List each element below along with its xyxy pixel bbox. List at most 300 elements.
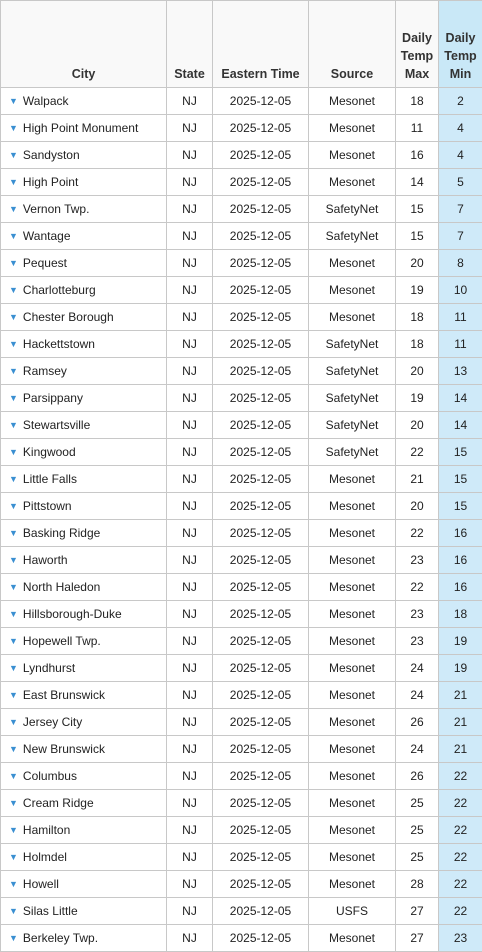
cell-source: Mesonet (309, 817, 396, 844)
cell-eastern-time: 2025-12-05 (213, 385, 309, 412)
city-name: Holmdel (23, 850, 67, 864)
cell-temp-min: 22 (439, 844, 482, 871)
cell-temp-max: 27 (396, 898, 439, 925)
cell-city[interactable] (1, 709, 167, 736)
cell-eastern-time: 2025-12-05 (213, 925, 309, 952)
cell-city[interactable] (1, 925, 167, 952)
expand-triangle-icon[interactable]: ▼ (9, 231, 18, 241)
city-name: East Brunswick (23, 688, 105, 702)
cell-temp-max: 18 (396, 304, 439, 331)
cell-eastern-time: 2025-12-05 (213, 250, 309, 277)
cell-temp-min: 4 (439, 115, 482, 142)
cell-state: NJ (167, 736, 213, 763)
table-row[interactable] (1, 871, 482, 898)
cell-city[interactable] (1, 655, 167, 682)
cell-eastern-time: 2025-12-05 (213, 520, 309, 547)
city-name: Silas Little (23, 904, 78, 918)
cell-temp-max: 26 (396, 709, 439, 736)
table-row[interactable] (1, 520, 482, 547)
cell-source: Mesonet (309, 250, 396, 277)
cell-state: NJ (167, 466, 213, 493)
cell-state: NJ (167, 682, 213, 709)
column-header-city[interactable]: City (1, 1, 167, 88)
cell-eastern-time: 2025-12-05 (213, 763, 309, 790)
city-name: Charlotteburg (23, 283, 96, 297)
cell-state: NJ (167, 493, 213, 520)
expand-triangle-icon[interactable]: ▼ (9, 744, 18, 754)
table-row[interactable] (1, 466, 482, 493)
table-row[interactable] (1, 817, 482, 844)
expand-triangle-icon[interactable]: ▼ (9, 717, 18, 727)
cell-temp-max: 19 (396, 277, 439, 304)
column-header-eastern-time[interactable]: Eastern Time (213, 1, 309, 88)
cell-temp-min: 21 (439, 682, 482, 709)
cell-temp-min: 11 (439, 331, 482, 358)
cell-city[interactable] (1, 574, 167, 601)
city-name: High Point (23, 175, 78, 189)
cell-eastern-time: 2025-12-05 (213, 736, 309, 763)
cell-source: Mesonet (309, 790, 396, 817)
cell-temp-max: 20 (396, 358, 439, 385)
cell-temp-max: 22 (396, 520, 439, 547)
cell-city[interactable] (1, 142, 167, 169)
cell-state: NJ (167, 223, 213, 250)
table-row[interactable] (1, 844, 482, 871)
cell-eastern-time: 2025-12-05 (213, 547, 309, 574)
cell-temp-max: 24 (396, 736, 439, 763)
cell-temp-max: 26 (396, 763, 439, 790)
cell-eastern-time: 2025-12-05 (213, 331, 309, 358)
city-name: Berkeley Twp. (23, 931, 98, 945)
cell-source: Mesonet (309, 601, 396, 628)
cell-eastern-time: 2025-12-05 (213, 169, 309, 196)
cell-source: Mesonet (309, 871, 396, 898)
cell-temp-min: 7 (439, 196, 482, 223)
cell-eastern-time: 2025-12-05 (213, 493, 309, 520)
cell-city[interactable] (1, 115, 167, 142)
expand-triangle-icon[interactable]: ▼ (9, 204, 18, 214)
cell-eastern-time: 2025-12-05 (213, 304, 309, 331)
cell-state: NJ (167, 385, 213, 412)
cell-eastern-time: 2025-12-05 (213, 628, 309, 655)
header-word: Min (450, 67, 472, 81)
cell-temp-min: 2 (439, 88, 482, 115)
header-word: Daily (446, 31, 476, 45)
expand-triangle-icon[interactable]: ▼ (9, 582, 18, 592)
table-row[interactable] (1, 709, 482, 736)
cell-state: NJ (167, 925, 213, 952)
city-name: Hopewell Twp. (23, 634, 101, 648)
cell-eastern-time: 2025-12-05 (213, 88, 309, 115)
cell-eastern-time: 2025-12-05 (213, 196, 309, 223)
city-name: Kingwood (23, 445, 76, 459)
expand-triangle-icon[interactable]: ▼ (9, 474, 18, 484)
header-word: Max (405, 67, 429, 81)
city-name: North Haledon (23, 580, 100, 594)
cell-eastern-time: 2025-12-05 (213, 574, 309, 601)
table-row[interactable] (1, 682, 482, 709)
header-word: Temp (401, 49, 433, 63)
cell-source: SafetyNet (309, 439, 396, 466)
cell-temp-max: 18 (396, 88, 439, 115)
table-header (1, 1, 482, 88)
cell-state: NJ (167, 844, 213, 871)
expand-triangle-icon[interactable]: ▼ (9, 150, 18, 160)
cell-temp-max: 19 (396, 385, 439, 412)
cell-temp-max: 24 (396, 655, 439, 682)
cell-temp-min: 11 (439, 304, 482, 331)
cell-source: SafetyNet (309, 358, 396, 385)
cell-eastern-time: 2025-12-05 (213, 790, 309, 817)
cell-state: NJ (167, 871, 213, 898)
cell-eastern-time: 2025-12-05 (213, 466, 309, 493)
table-row[interactable] (1, 925, 482, 952)
cell-source: SafetyNet (309, 412, 396, 439)
table-row[interactable] (1, 277, 482, 304)
cell-temp-max: 14 (396, 169, 439, 196)
table-row[interactable] (1, 898, 482, 925)
cell-eastern-time: 2025-12-05 (213, 655, 309, 682)
cell-temp-max: 25 (396, 844, 439, 871)
cell-temp-min: 21 (439, 709, 482, 736)
cell-eastern-time: 2025-12-05 (213, 277, 309, 304)
cell-temp-max: 16 (396, 142, 439, 169)
expand-triangle-icon[interactable]: ▼ (9, 798, 18, 808)
cell-source: Mesonet (309, 142, 396, 169)
city-name: Hackettstown (23, 337, 95, 351)
city-name: Basking Ridge (23, 526, 100, 540)
cell-temp-max: 23 (396, 547, 439, 574)
expand-triangle-icon[interactable]: ▼ (9, 285, 18, 295)
cell-eastern-time: 2025-12-05 (213, 358, 309, 385)
cell-city[interactable] (1, 682, 167, 709)
expand-triangle-icon[interactable]: ▼ (9, 501, 18, 511)
table-row[interactable] (1, 736, 482, 763)
cell-state: NJ (167, 574, 213, 601)
cell-temp-max: 11 (396, 115, 439, 142)
city-name: Pequest (23, 256, 67, 270)
cell-temp-max: 22 (396, 574, 439, 601)
table-row[interactable] (1, 439, 482, 466)
city-name: Hamilton (23, 823, 70, 837)
expand-triangle-icon[interactable]: ▼ (9, 636, 18, 646)
cell-source: Mesonet (309, 466, 396, 493)
table-row[interactable] (1, 115, 482, 142)
table-row[interactable] (1, 169, 482, 196)
cell-eastern-time: 2025-12-05 (213, 844, 309, 871)
cell-city[interactable] (1, 628, 167, 655)
cell-temp-min: 14 (439, 385, 482, 412)
cell-source: Mesonet (309, 547, 396, 574)
cell-state: NJ (167, 196, 213, 223)
cell-city[interactable] (1, 898, 167, 925)
cell-source: Mesonet (309, 682, 396, 709)
table-row[interactable] (1, 601, 482, 628)
cell-temp-min: 18 (439, 601, 482, 628)
cell-eastern-time: 2025-12-05 (213, 871, 309, 898)
cell-source: Mesonet (309, 763, 396, 790)
cell-city[interactable] (1, 844, 167, 871)
cell-source: Mesonet (309, 655, 396, 682)
column-header-state[interactable]: State (167, 1, 213, 88)
cell-temp-max: 23 (396, 601, 439, 628)
city-name: Pittstown (23, 499, 72, 513)
table-row[interactable] (1, 547, 482, 574)
cell-state: NJ (167, 817, 213, 844)
expand-triangle-icon[interactable]: ▼ (9, 420, 18, 430)
cell-eastern-time: 2025-12-05 (213, 817, 309, 844)
table-row[interactable] (1, 250, 482, 277)
cell-state: NJ (167, 88, 213, 115)
cell-eastern-time: 2025-12-05 (213, 601, 309, 628)
cell-source: USFS (309, 898, 396, 925)
cell-temp-max: 27 (396, 925, 439, 952)
table-body (1, 88, 482, 952)
expand-triangle-icon[interactable]: ▼ (9, 879, 18, 889)
expand-triangle-icon[interactable]: ▼ (9, 555, 18, 565)
cell-temp-min: 7 (439, 223, 482, 250)
cell-temp-max: 25 (396, 817, 439, 844)
expand-triangle-icon[interactable]: ▼ (9, 825, 18, 835)
expand-triangle-icon[interactable]: ▼ (9, 123, 18, 133)
cell-source: SafetyNet (309, 385, 396, 412)
expand-triangle-icon[interactable]: ▼ (9, 258, 18, 268)
expand-triangle-icon[interactable]: ▼ (9, 528, 18, 538)
table-row[interactable] (1, 574, 482, 601)
cell-temp-min: 22 (439, 871, 482, 898)
cell-temp-max: 21 (396, 466, 439, 493)
column-header-temp-max[interactable] (396, 1, 439, 88)
table-row[interactable] (1, 223, 482, 250)
cell-source: SafetyNet (309, 223, 396, 250)
cell-eastern-time: 2025-12-05 (213, 709, 309, 736)
table-row[interactable] (1, 412, 482, 439)
cell-state: NJ (167, 358, 213, 385)
cell-city[interactable] (1, 817, 167, 844)
cell-source: Mesonet (309, 844, 396, 871)
cell-temp-min: 10 (439, 277, 482, 304)
column-header-source[interactable]: Source (309, 1, 396, 88)
expand-triangle-icon[interactable]: ▼ (9, 447, 18, 457)
cell-temp-max: 15 (396, 196, 439, 223)
cell-temp-max: 15 (396, 223, 439, 250)
cell-city[interactable] (1, 358, 167, 385)
cell-source: SafetyNet (309, 196, 396, 223)
cell-state: NJ (167, 331, 213, 358)
cell-temp-min: 16 (439, 574, 482, 601)
cell-temp-min: 16 (439, 547, 482, 574)
cell-city[interactable] (1, 547, 167, 574)
expand-triangle-icon[interactable]: ▼ (9, 393, 18, 403)
cell-city[interactable] (1, 493, 167, 520)
cell-source: Mesonet (309, 115, 396, 142)
expand-triangle-icon[interactable]: ▼ (9, 906, 18, 916)
cell-state: NJ (167, 412, 213, 439)
table-row[interactable] (1, 385, 482, 412)
cell-city[interactable] (1, 88, 167, 115)
cell-temp-min: 21 (439, 736, 482, 763)
cell-state: NJ (167, 115, 213, 142)
table-row[interactable] (1, 358, 482, 385)
cell-state: NJ (167, 169, 213, 196)
expand-triangle-icon[interactable]: ▼ (9, 771, 18, 781)
city-name: Parsippany (23, 391, 83, 405)
cell-temp-min: 5 (439, 169, 482, 196)
city-name: Sandyston (23, 148, 80, 162)
cell-source: Mesonet (309, 520, 396, 547)
table-row[interactable] (1, 763, 482, 790)
cell-city[interactable] (1, 763, 167, 790)
header-word: Temp (444, 49, 476, 63)
cell-city[interactable] (1, 385, 167, 412)
cell-temp-max: 24 (396, 682, 439, 709)
cell-temp-min: 15 (439, 493, 482, 520)
city-name: Lyndhurst (23, 661, 75, 675)
cell-temp-min: 23 (439, 925, 482, 952)
table-row[interactable] (1, 331, 482, 358)
cell-temp-min: 15 (439, 466, 482, 493)
cell-eastern-time: 2025-12-05 (213, 439, 309, 466)
cell-temp-min: 22 (439, 898, 482, 925)
cell-city[interactable] (1, 412, 167, 439)
column-header-temp-min[interactable] (439, 1, 482, 88)
cell-source: Mesonet (309, 709, 396, 736)
cell-temp-max: 23 (396, 628, 439, 655)
cell-temp-max: 25 (396, 790, 439, 817)
expand-triangle-icon[interactable]: ▼ (9, 339, 18, 349)
city-name: Howell (23, 877, 59, 891)
table-row[interactable] (1, 493, 482, 520)
expand-triangle-icon[interactable]: ▼ (9, 609, 18, 619)
cell-city[interactable] (1, 223, 167, 250)
table-row[interactable] (1, 304, 482, 331)
cell-temp-min: 8 (439, 250, 482, 277)
cell-city[interactable] (1, 601, 167, 628)
cell-state: NJ (167, 709, 213, 736)
cell-state: NJ (167, 304, 213, 331)
header-word: Daily (402, 31, 432, 45)
cell-temp-min: 16 (439, 520, 482, 547)
cell-city[interactable] (1, 466, 167, 493)
cell-temp-min: 15 (439, 439, 482, 466)
cell-state: NJ (167, 601, 213, 628)
cell-city[interactable] (1, 439, 167, 466)
cell-city[interactable] (1, 790, 167, 817)
cell-source: Mesonet (309, 574, 396, 601)
cell-state: NJ (167, 439, 213, 466)
table-row[interactable] (1, 790, 482, 817)
city-name: Ramsey (23, 364, 67, 378)
cell-temp-min: 13 (439, 358, 482, 385)
city-name: Columbus (23, 769, 77, 783)
city-name: High Point Monument (23, 121, 138, 135)
table-row[interactable] (1, 196, 482, 223)
city-name: Vernon Twp. (23, 202, 90, 216)
cell-state: NJ (167, 898, 213, 925)
cell-state: NJ (167, 790, 213, 817)
cell-state: NJ (167, 763, 213, 790)
table-row[interactable] (1, 628, 482, 655)
cell-state: NJ (167, 628, 213, 655)
cell-city[interactable] (1, 250, 167, 277)
expand-triangle-icon[interactable]: ▼ (9, 663, 18, 673)
expand-triangle-icon[interactable]: ▼ (9, 933, 18, 943)
cell-source: Mesonet (309, 88, 396, 115)
city-name: Little Falls (23, 472, 77, 486)
cell-city[interactable] (1, 331, 167, 358)
table-row[interactable] (1, 142, 482, 169)
table-row[interactable] (1, 88, 482, 115)
cell-source: Mesonet (309, 628, 396, 655)
city-name: New Brunswick (23, 742, 105, 756)
city-name: Stewartsville (23, 418, 90, 432)
cell-temp-max: 20 (396, 493, 439, 520)
cell-city[interactable] (1, 520, 167, 547)
city-name: Hillsborough-Duke (23, 607, 122, 621)
expand-triangle-icon[interactable]: ▼ (9, 690, 18, 700)
cell-temp-max: 28 (396, 871, 439, 898)
cell-state: NJ (167, 142, 213, 169)
city-name: Jersey City (23, 715, 82, 729)
cell-source: Mesonet (309, 169, 396, 196)
cell-temp-max: 20 (396, 250, 439, 277)
cell-state: NJ (167, 250, 213, 277)
cell-temp-max: 20 (396, 412, 439, 439)
city-name: Chester Borough (23, 310, 114, 324)
expand-triangle-icon[interactable]: ▼ (9, 96, 18, 106)
cell-city[interactable] (1, 736, 167, 763)
cell-city[interactable] (1, 169, 167, 196)
cell-temp-max: 22 (396, 439, 439, 466)
cell-temp-min: 19 (439, 655, 482, 682)
cell-temp-max: 18 (396, 331, 439, 358)
cell-temp-min: 4 (439, 142, 482, 169)
cell-temp-min: 22 (439, 763, 482, 790)
cell-city[interactable] (1, 871, 167, 898)
cell-eastern-time: 2025-12-05 (213, 223, 309, 250)
expand-triangle-icon[interactable]: ▼ (9, 366, 18, 376)
cell-eastern-time: 2025-12-05 (213, 898, 309, 925)
cell-source: Mesonet (309, 925, 396, 952)
cell-state: NJ (167, 655, 213, 682)
expand-triangle-icon[interactable]: ▼ (9, 312, 18, 322)
cell-eastern-time: 2025-12-05 (213, 115, 309, 142)
cell-city[interactable] (1, 304, 167, 331)
cell-state: NJ (167, 520, 213, 547)
expand-triangle-icon[interactable]: ▼ (9, 852, 18, 862)
cell-eastern-time: 2025-12-05 (213, 682, 309, 709)
table-row[interactable] (1, 655, 482, 682)
cell-state: NJ (167, 277, 213, 304)
cell-state: NJ (167, 547, 213, 574)
cell-eastern-time: 2025-12-05 (213, 412, 309, 439)
cell-city[interactable] (1, 277, 167, 304)
city-name: Walpack (23, 94, 69, 108)
cell-source: Mesonet (309, 493, 396, 520)
cell-temp-min: 22 (439, 817, 482, 844)
city-name: Wantage (23, 229, 71, 243)
cell-temp-min: 19 (439, 628, 482, 655)
cell-source: Mesonet (309, 277, 396, 304)
expand-triangle-icon[interactable]: ▼ (9, 177, 18, 187)
cell-city[interactable] (1, 196, 167, 223)
cell-source: SafetyNet (309, 331, 396, 358)
city-name: Haworth (23, 553, 68, 567)
city-name: Cream Ridge (23, 796, 94, 810)
cell-temp-min: 22 (439, 790, 482, 817)
cell-source: Mesonet (309, 736, 396, 763)
cell-source: Mesonet (309, 304, 396, 331)
